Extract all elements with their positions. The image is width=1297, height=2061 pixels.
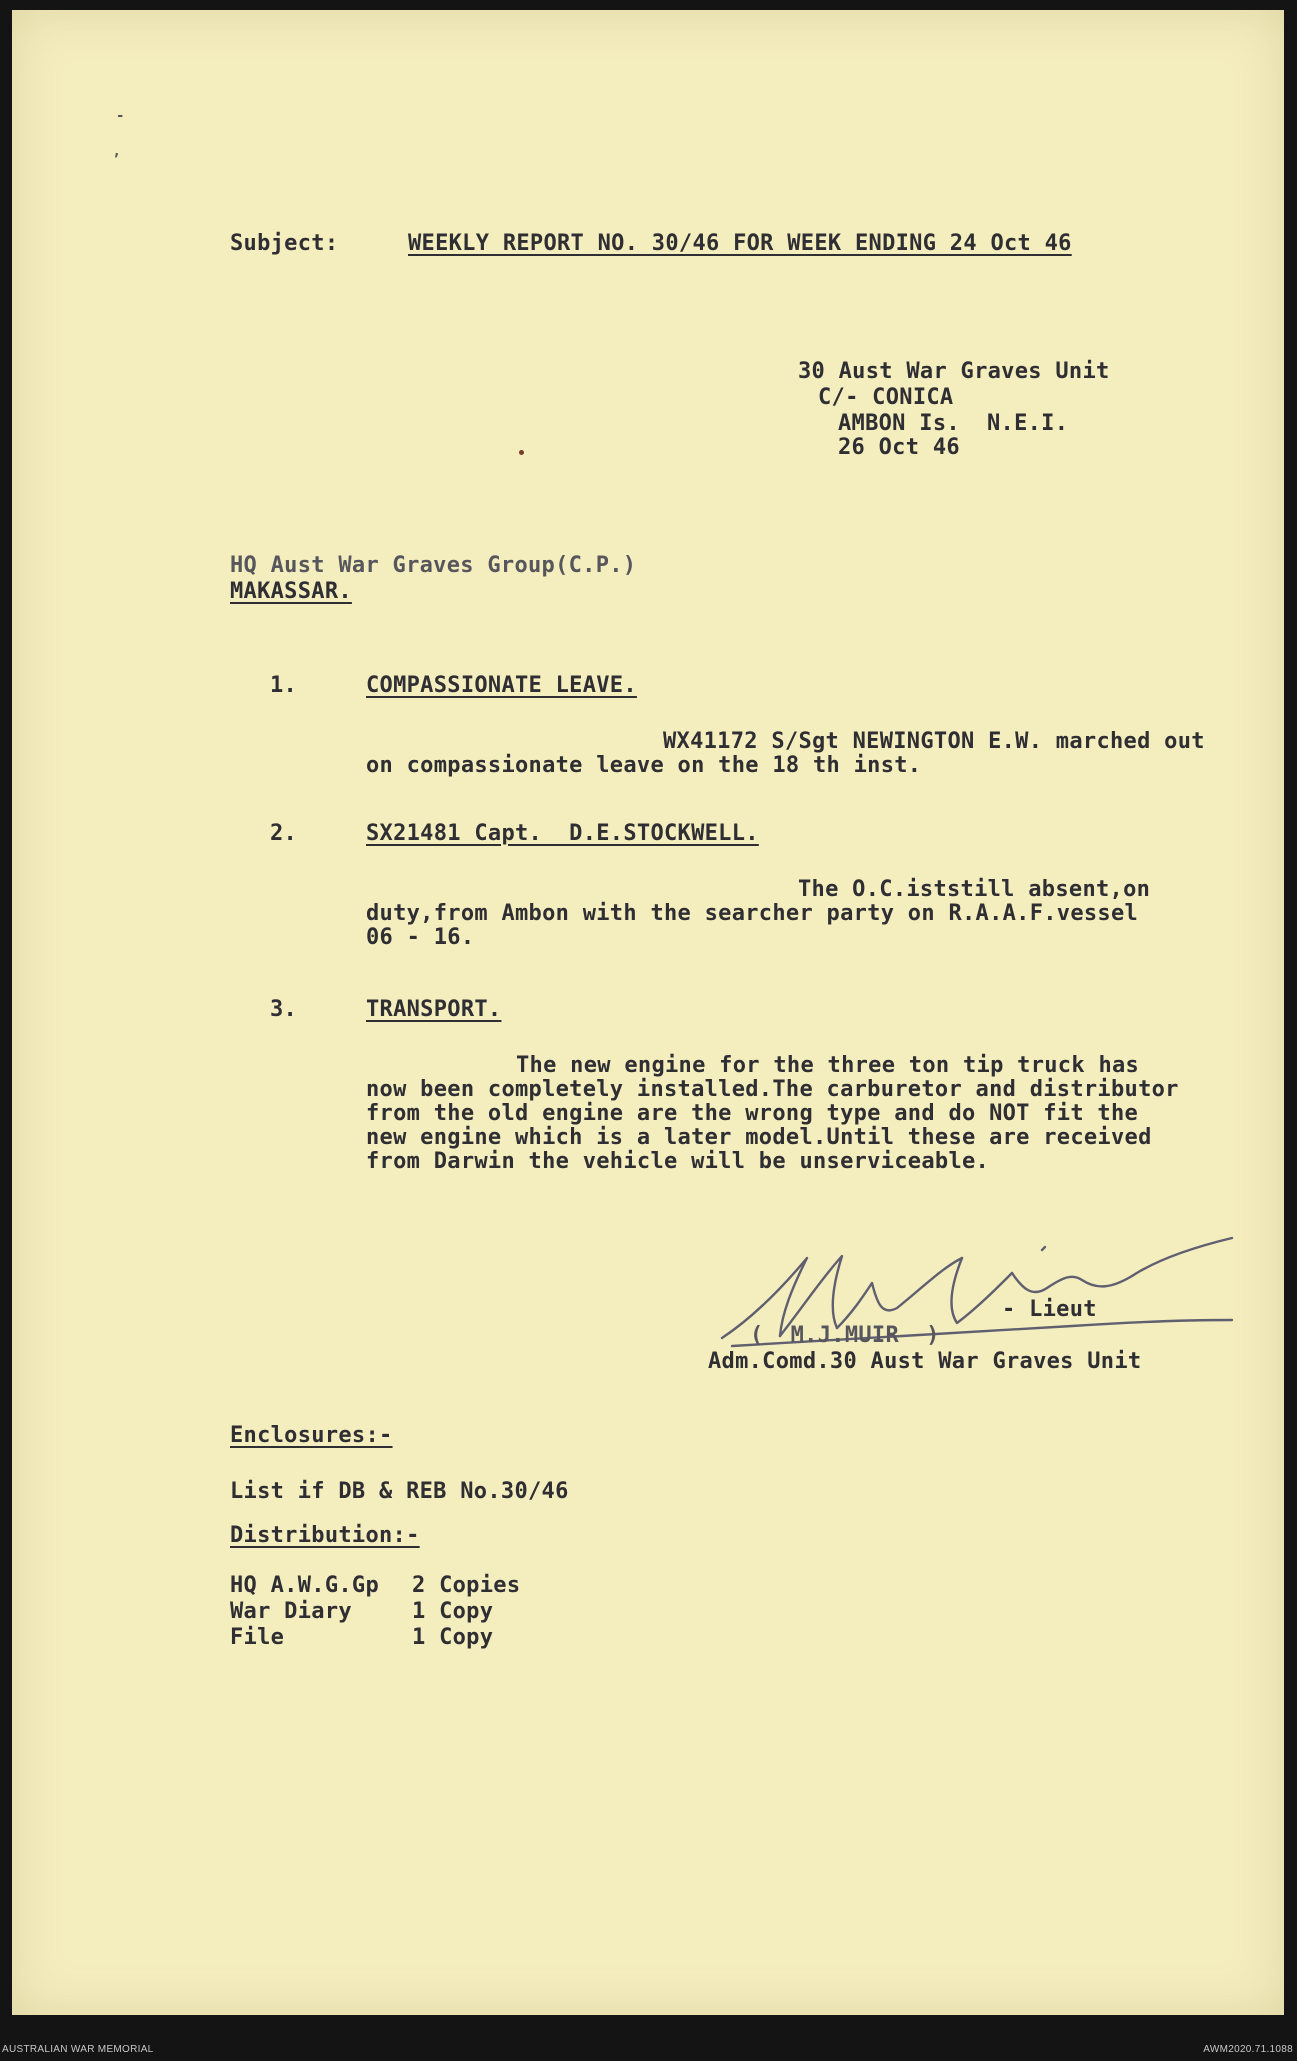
distribution-copies: 1 Copy [412,1625,494,1650]
item-3-line-5: from Darwin the vehicle will be unserviceable. [366,1149,990,1174]
distribution-to: File [230,1625,285,1650]
addressee-line-1: HQ Aust War Graves Group(C.P.) [230,553,637,578]
item-2-heading: SX21481 Capt. D.E.STOCKWELL. [366,821,759,846]
distribution-copies: 1 Copy [412,1599,494,1624]
item-2-line-3: 06 - 16. [366,925,475,950]
item-2-line-1: The O.C.iststill absent,on [798,877,1151,902]
footer-institution: AUSTRALIAN WAR MEMORIAL [2,2044,154,2055]
item-2-number: 2. [270,821,298,846]
margin-mark: ’ [112,152,121,168]
item-3-number: 3. [270,997,298,1022]
item-3-line-1: The new engine for the three ton tip truck has [516,1053,1140,1078]
item-1-line-1: WX41172 S/Sgt NEWINGTON E.W. marched out [663,729,1205,754]
subject-text: WEEKLY REPORT NO. 30/46 FOR WEEK ENDING 24 Oct 46 [408,231,1072,256]
sender-care-of: C/- CONICA [818,385,954,410]
sender-unit: 30 Aust War Graves Unit [798,359,1110,384]
signature-title: Adm.Comd.30 Aust War Graves Unit [708,1349,1142,1374]
addressee-line-2: MAKASSAR. [230,579,352,604]
sender-location: AMBON Is. N.E.I. [838,411,1069,436]
distribution-label: Distribution:- [230,1523,420,1548]
item-3-line-2: now been completely installed.The carburetor and distributor [366,1077,1179,1102]
item-1-number: 1. [270,673,298,698]
signature-rank: - Lieut [1002,1297,1097,1322]
enclosures-item: List if DB & REB No.30/46 [230,1479,569,1504]
item-1-line-2: on compassionate leave on the 18 th inst. [366,753,922,778]
enclosures-label: Enclosures:- [230,1423,393,1448]
item-3-line-3: from the old engine are the wrong type and do NOT fit the [366,1101,1139,1126]
subject-label: Subject: [230,231,339,256]
item-2-line-2: duty,from Ambon with the searcher party on R.A.A.F.vessel [366,901,1139,926]
distribution-to: War Diary [230,1599,352,1624]
item-1-heading: COMPASSIONATE LEAVE. [366,673,637,698]
sender-date: 26 Oct 46 [838,435,960,460]
item-3-heading: TRANSPORT. [366,997,502,1022]
ink-dot [519,450,524,455]
footer-accession-number: AWM2020.71.1088 [1203,2044,1293,2055]
document-page [12,10,1284,2015]
distribution-to: HQ A.W.G.Gp [230,1573,379,1598]
signature-name: ( M.J.MUIR ) [750,1323,940,1348]
distribution-copies: 2 Copies [412,1573,521,1598]
item-3-line-4: new engine which is a later model.Until these are received [366,1125,1152,1150]
margin-mark: - [116,108,125,124]
